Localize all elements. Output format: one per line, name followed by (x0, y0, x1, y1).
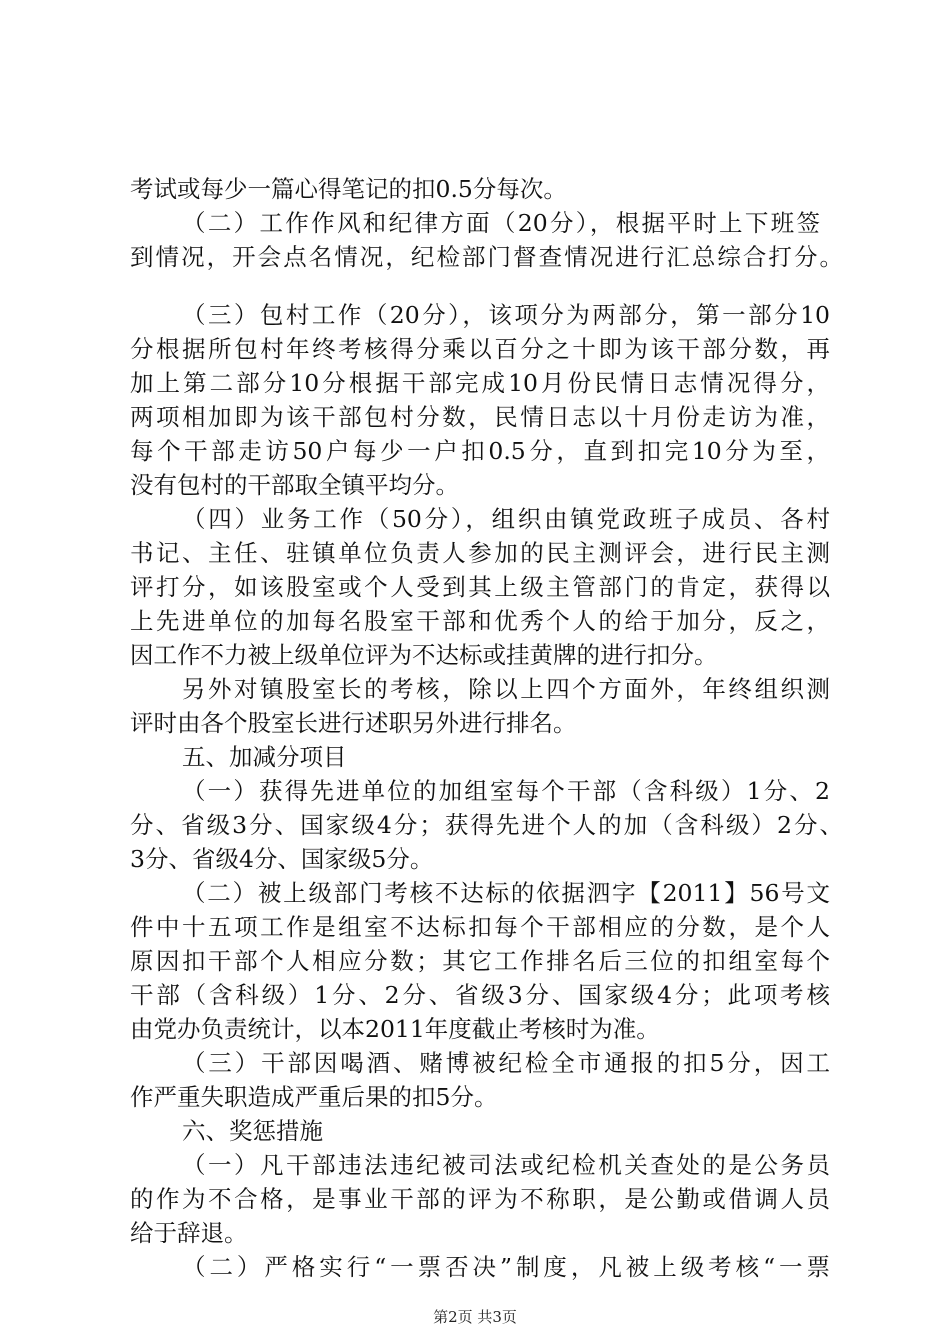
text-line: 件中十五项工作是组室不达标扣每个干部相应的分数，是个人 (130, 913, 830, 941)
text-line: （二）严格实行“一票否决”制度，凡被上级考核“一票 (182, 1253, 830, 1281)
text-line: 3分、省级4分、国家级5分。 (130, 845, 434, 873)
text-line: 两项相加即为该干部包村分数，民情日志以十月份走访为准， (130, 403, 830, 431)
text-line: （三）包村工作（20分），该项分为两部分，第一部分10 (182, 301, 830, 329)
text-line: 分、省级3分、国家级4分；获得先进个人的加（含科级）2分、 (130, 811, 843, 839)
text-line: 考试或每少一篇心得笔记的扣0.5分每次。 (130, 175, 567, 203)
text-line: 由党办负责统计，以本2011年度截止考核时为准。 (130, 1015, 660, 1043)
text-line: 分根据所包村年终考核得分乘以百分之十即为该干部分数，再 (130, 335, 830, 363)
text-line: 每个干部走访50户每少一户扣0.5分，直到扣完10分为至， (130, 437, 830, 465)
text-line: 没有包村的干部取全镇平均分。 (130, 471, 459, 499)
text-line: 原因扣干部个人相应分数；其它工作排名后三位的扣组室每个 (130, 947, 830, 975)
text-line: 评时由各个股室长进行述职另外进行排名。 (130, 709, 577, 737)
text-line: 书记、主任、驻镇单位负责人参加的民主测评会，进行民主测 (130, 539, 830, 567)
text-line: （四）业务工作（50分），组织由镇党政班子成员、各村 (182, 505, 830, 533)
text-line: （一）凡干部违法违纪被司法或纪检机关查处的是公务员 (182, 1151, 830, 1179)
text-line: 给于辞退。 (130, 1219, 248, 1247)
text-line: （二）被上级部门考核不达标的依据泗字【2011】56号文 (182, 879, 830, 907)
section-heading: 五、加减分项目 (182, 743, 347, 771)
text-line: 的作为不合格，是事业干部的评为不称职，是公勤或借调人员 (130, 1185, 830, 1213)
section-heading: 六、奖惩措施 (182, 1117, 323, 1145)
text-line: （一）获得先进单位的加组室每个干部（含科级）1分、2 (182, 777, 830, 805)
text-line: 因工作不力被上级单位评为不达标或挂黄牌的进行扣分。 (130, 641, 718, 669)
text-line: 作严重失职造成严重后果的扣5分。 (130, 1083, 498, 1111)
text-line: 上先进单位的加每名股室干部和优秀个人的给于加分，反之， (130, 607, 830, 635)
text-line: （二）工作作风和纪律方面（20分），根据平时上下班签 (182, 209, 820, 237)
text-line: 另外对镇股室长的考核，除以上四个方面外，年终组织测 (182, 675, 830, 703)
text-line: 加上第二部分10分根据干部完成10月份民情日志情况得分， (130, 369, 830, 397)
page-number-footer: 第2页 共3页 (433, 1308, 517, 1326)
text-line: 到情况，开会点名情况，纪检部门督查情况进行汇总综合打分。 (130, 243, 843, 271)
text-line: （三）干部因喝酒、赌博被纪检全市通报的扣5分，因工 (182, 1049, 830, 1077)
text-line: 评打分，如该股室或个人受到其上级主管部门的肯定，获得以 (130, 573, 830, 601)
text-line: 干部（含科级）1分、2分、省级3分、国家级4分；此项考核 (130, 981, 830, 1009)
